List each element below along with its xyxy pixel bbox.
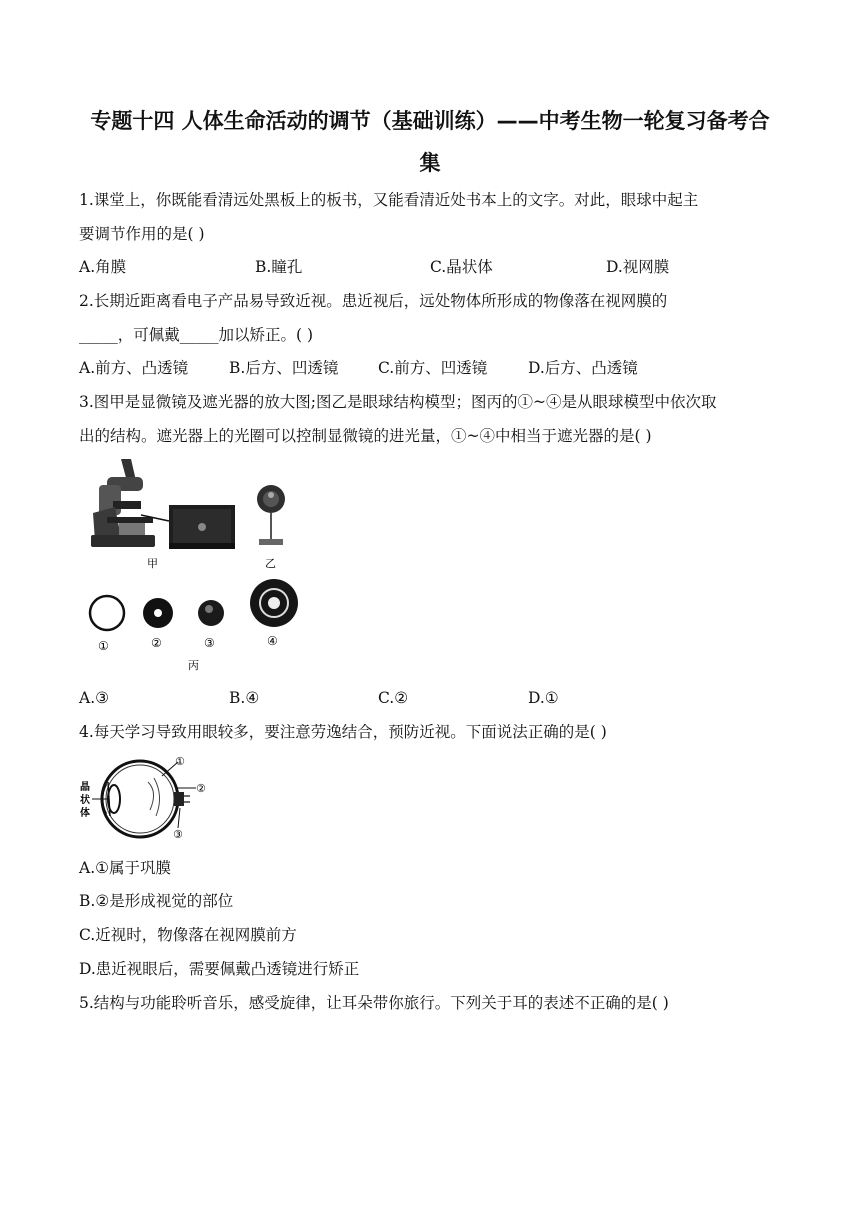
figure-label-bing: 丙 — [188, 659, 199, 672]
lens-label-char-3: 体 — [80, 808, 90, 819]
part-4-disc — [250, 579, 298, 627]
diaphragm-closeup — [169, 505, 235, 549]
figure-label-2: ② — [151, 636, 162, 650]
eyeball-icon — [92, 761, 196, 837]
q2-option-b: B.后方、凹透镜 — [229, 359, 339, 377]
figure-label-1: ① — [98, 639, 109, 653]
q4-option-a: A.①属于巩膜 — [79, 859, 172, 877]
q3-option-d: D.① — [528, 689, 559, 707]
part-1-ring — [90, 596, 124, 630]
eye-model-icon — [257, 485, 285, 545]
q2-stem-line-2: _____，可佩戴_____加以矫正。( ) — [79, 326, 314, 344]
title-line-1: 专题十四 人体生命活动的调节（基础训练）——中考生物一轮复习备考合 — [90, 109, 770, 133]
q1-option-b: B.瞳孔 — [255, 258, 303, 276]
q3-option-c: C.② — [378, 689, 409, 707]
q1-stem-line-2: 要调节作用的是( ) — [79, 225, 205, 243]
document-title — [70, 100, 790, 184]
eye-label-1: ① — [175, 755, 185, 768]
q4-option-d: D.患近视眼后，需要佩戴凸透镜进行矫正 — [79, 960, 360, 978]
figure-label-yi: 乙 — [265, 557, 276, 570]
q1-stem-line-1: 1.课堂上，你既能看清远处黑板上的板书，又能看清近处书本上的文字。对此，眼球中起主 — [79, 191, 699, 209]
eye-label-2: ② — [196, 782, 206, 795]
figure-label-jia: 甲 — [147, 557, 158, 570]
q1-option-d: D.视网膜 — [606, 258, 670, 276]
q2-option-d: D.后方、凸透镜 — [528, 359, 638, 377]
q4-option-c: C.近视时，物像落在视网膜前方 — [79, 926, 297, 944]
part-3-disc — [198, 600, 224, 626]
title-line-2: 集 — [419, 151, 441, 175]
q3-figure — [85, 455, 310, 675]
figure-label-3: ③ — [204, 636, 215, 650]
q1-option-c: C.晶状体 — [430, 258, 493, 276]
microscope-icon — [91, 459, 169, 547]
q1-option-a: A.角膜 — [79, 258, 127, 276]
q3-stem-line-1: 3.图甲是显微镜及遮光器的放大图;图乙是眼球结构模型；图丙的①~④是从眼球模型中依次取 — [79, 393, 717, 411]
q4-option-b: B.②是形成视觉的部位 — [79, 892, 234, 910]
q3-option-b: B.④ — [229, 689, 260, 707]
lens-label-char-1: 晶 — [80, 782, 90, 793]
lens-label-char-2: 状 — [80, 795, 90, 806]
figure-label-4: ④ — [267, 634, 278, 648]
q2-option-c: C.前方、凹透镜 — [378, 359, 488, 377]
q3-stem-line-2: 出的结构。遮光器上的光圈可以控制显微镜的进光量，①~④中相当于遮光器的是( ) — [79, 427, 652, 445]
part-2-disc — [143, 598, 173, 628]
q3-option-a: A.③ — [79, 689, 110, 707]
eye-label-3: ③ — [173, 828, 183, 841]
q4-eye-diagram — [78, 752, 218, 847]
q5-stem-line-1: 5.结构与功能聆听音乐，感受旋律，让耳朵带你旅行。下列关于耳的表述不正确的是( ) — [79, 994, 669, 1012]
q2-stem-line-1: 2.长期近距离看电子产品易导致近视。患近视后，远处物体所形成的物像落在视网膜的 — [79, 292, 668, 310]
q2-option-a: A.前方、凸透镜 — [79, 359, 189, 377]
q4-stem-line-1: 4.每天学习导致用眼较多，要注意劳逸结合，预防近视。下面说法正确的是( ) — [79, 723, 607, 741]
